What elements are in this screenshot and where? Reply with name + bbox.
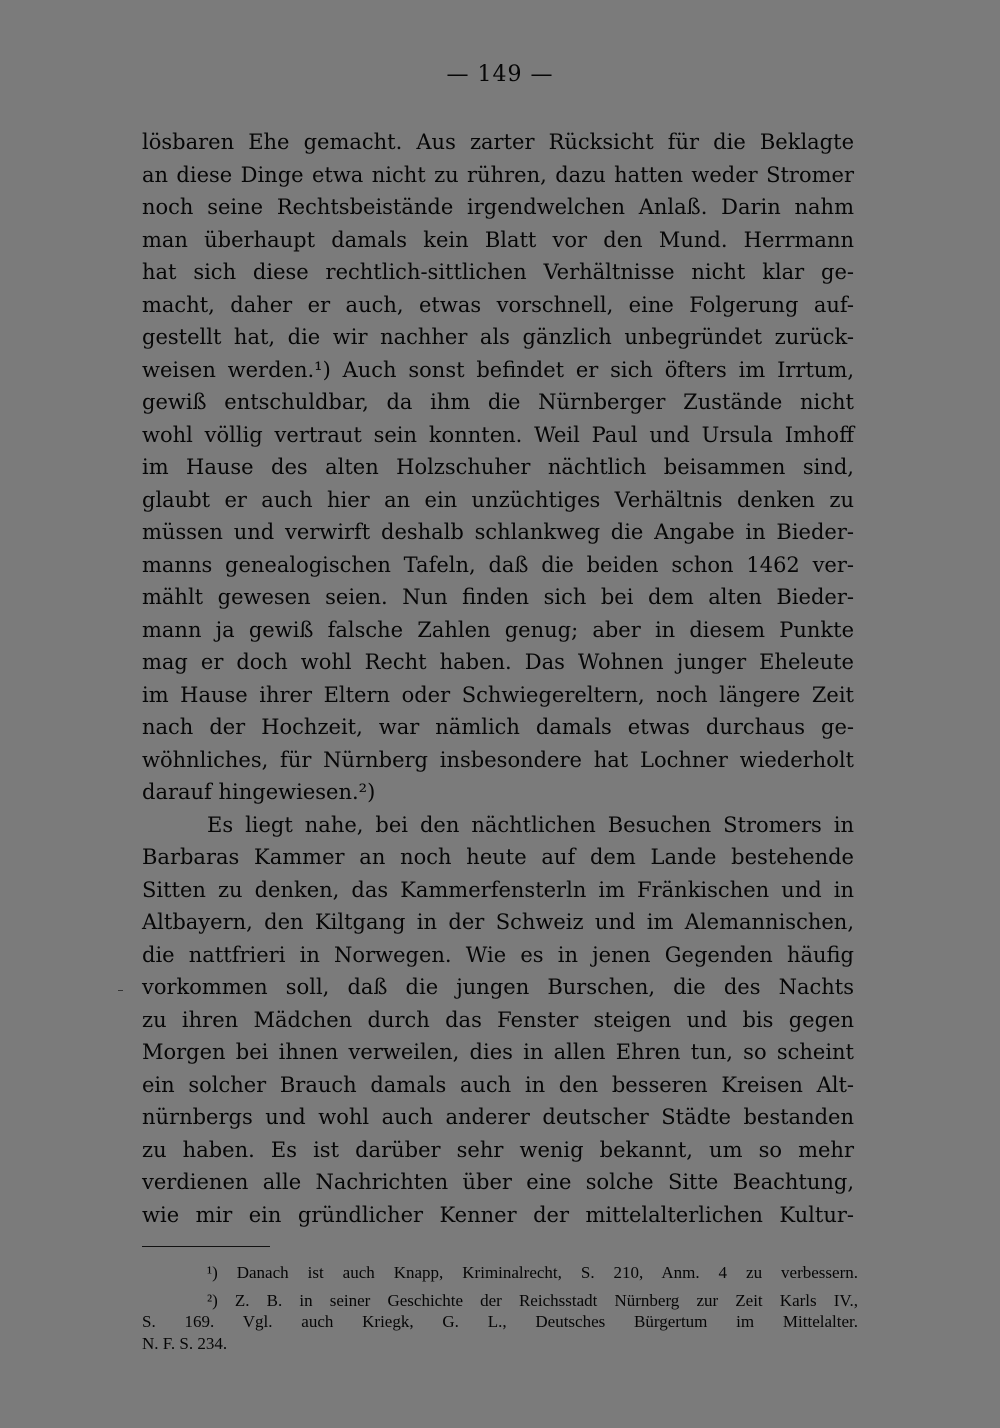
text-line: vorkommen soll, daß die jungen Burschen, die des Nachts <box>142 975 854 999</box>
footnote-line: S. 169. Vgl. auch Kriegk, G. L., Deutsches Bürgertum im Mittelalter. <box>142 1312 858 1331</box>
text-line: zu ihren Mädchen durch das Fenster steigen und bis gegen <box>142 1008 854 1032</box>
text-line: mählt gewesen seien. Nun finden sich bei dem alten Bieder- <box>142 585 854 609</box>
text-line: ein solcher Brauch damals auch in den besseren Kreisen Alt- <box>142 1073 854 1097</box>
text-line: an diese Dinge etwa nicht zu rühren, dazu hatten weder Stromer <box>142 163 854 187</box>
footnote-divider <box>142 1246 270 1247</box>
text-line: Es liegt nahe, bei den nächtlichen Besuchen Stromers in <box>207 813 854 837</box>
text-line: wohl völlig vertraut sein konnten. Weil Paul und Ursula Imhoff <box>142 423 854 447</box>
text-line: manns genealogischen Tafeln, daß die beiden schon 1462 ver- <box>142 553 854 577</box>
text-line: glaubt er auch hier an ein unzüchtiges Verhältnis denken zu <box>142 488 854 512</box>
text-line: macht, daher er auch, etwas vorschnell, eine Folgerung auf- <box>142 293 854 317</box>
text-line: wöhnliches, für Nürnberg insbesondere hat Lochner wiederholt <box>142 748 854 772</box>
footnote-line: ¹) Danach ist auch Knapp, Kriminalrecht, S. 210, Anm. 4 zu verbessern. <box>207 1263 858 1282</box>
text-line: mag er doch wohl Recht haben. Das Wohnen junger Eheleute <box>142 650 854 674</box>
text-line: zu haben. Es ist darüber sehr wenig bekannt, um so mehr <box>142 1138 854 1162</box>
text-line: im Hause ihrer Eltern oder Schwiegereltern, noch längere Zeit <box>142 683 854 707</box>
text-line: darauf hingewiesen.²) <box>142 780 376 804</box>
text-line: Morgen bei ihnen verweilen, dies in allen Ehren tun, so scheint <box>142 1040 854 1064</box>
text-line: Altbayern, den Kiltgang in der Schweiz und im Alemannischen, <box>142 910 854 934</box>
page-number: — 149 — <box>446 62 554 87</box>
text-line: mann ja gewiß falsche Zahlen genug; aber in diesem Punkte <box>142 618 854 642</box>
margin-mark <box>118 990 123 991</box>
text-line: nürnbergs und wohl auch anderer deutscher Städte bestanden <box>142 1105 854 1129</box>
footnote-line: ²) Z. B. in seiner Geschichte der Reichsstadt Nürnberg zur Zeit Karls IV., <box>207 1291 858 1310</box>
text-line: man überhaupt damals kein Blatt vor den Mund. Herrmann <box>142 228 854 252</box>
footnote-line: N. F. S. 234. <box>142 1334 228 1353</box>
text-line: noch seine Rechtsbeistände irgendwelchen Anlaß. Darin nahm <box>142 195 854 219</box>
text-line: weisen werden.¹) Auch sonst befindet er sich öfters im Irrtum, <box>142 358 854 382</box>
text-line: verdienen alle Nachrichten über eine solche Sitte Beachtung, <box>142 1170 854 1194</box>
text-line: nach der Hochzeit, war nämlich damals etwas durchaus ge- <box>142 715 854 739</box>
text-line: im Hause des alten Holzschuher nächtlich beisammen sind, <box>142 455 854 479</box>
text-line: hat sich diese rechtlich-sittlichen Verhältnisse nicht klar ge- <box>142 260 854 284</box>
text-line: gewiß entschuldbar, da ihm die Nürnberger Zustände nicht <box>142 390 854 414</box>
text-line: müssen und verwirft deshalb schlankweg die Angabe in Bieder- <box>142 520 854 544</box>
text-line: gestellt hat, die wir nachher als gänzlich unbegründet zurück- <box>142 325 854 349</box>
text-line: Sitten zu denken, das Kammerfensterln im Fränkischen und in <box>142 878 854 902</box>
text-line: die nattfrieri in Norwegen. Wie es in jenen Gegenden häufig <box>142 943 854 967</box>
text-line: wie mir ein gründlicher Kenner der mittelalterlichen Kultur- <box>142 1203 854 1227</box>
text-line: lösbaren Ehe gemacht. Aus zarter Rücksicht für die Beklagte <box>142 130 854 154</box>
text-line: Barbaras Kammer an noch heute auf dem Lande bestehende <box>142 845 854 869</box>
